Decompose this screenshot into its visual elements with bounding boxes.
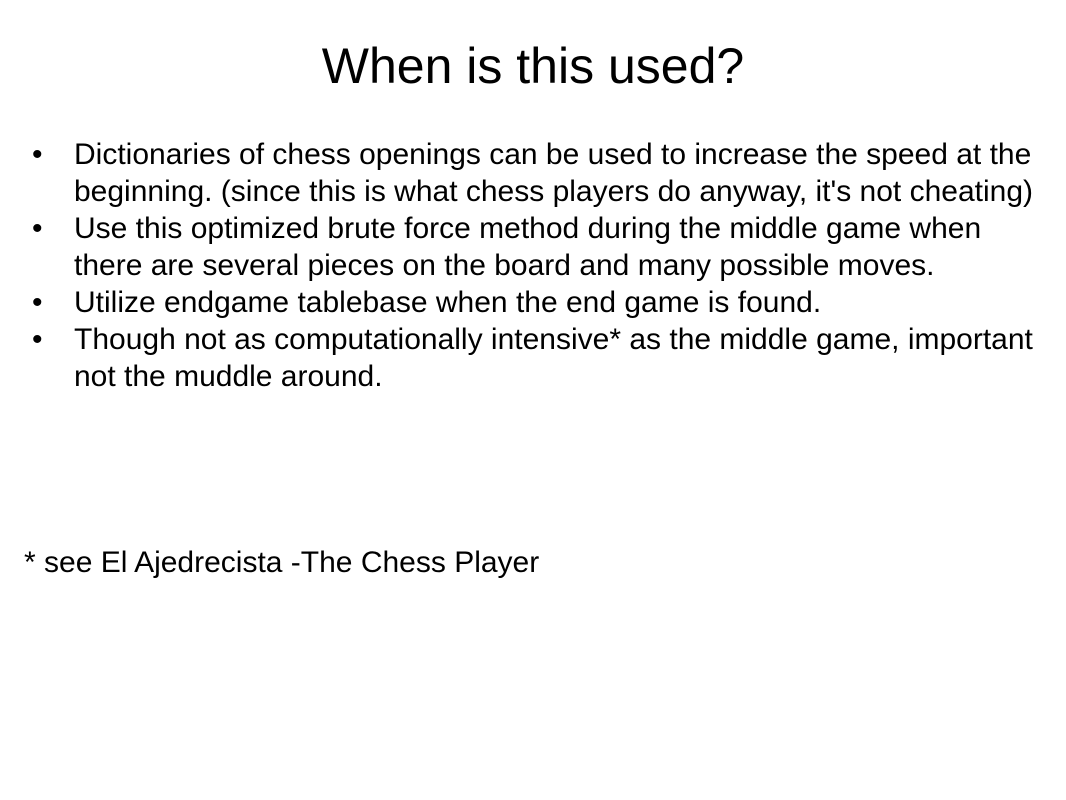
bullet-icon: • xyxy=(32,138,43,171)
bullet-item-endgame xyxy=(32,284,1042,321)
bullet-item-intensity xyxy=(32,321,1042,395)
bullet-icon: • xyxy=(32,323,43,356)
bullet-item-openings xyxy=(32,136,1042,210)
slide-title: When is this used? xyxy=(321,38,745,94)
footnote: * see El Ajedrecista -The Chess Player xyxy=(24,546,540,579)
bullet-icon: • xyxy=(32,286,43,319)
bullet-text: Dictionaries of chess openings can be used to increase the speed at the beginning. (since this is what chess players do anyway, it's not cheating) xyxy=(74,138,1034,208)
bullet-text: Though not as computationally intensive* as the middle game, important not the muddle around. xyxy=(74,323,1033,393)
bullet-text: Use this optimized brute force method during the middle game when there are several pieces on the board and many possible moves. xyxy=(74,212,982,282)
bullet-icon: • xyxy=(32,212,43,245)
bullet-text: Utilize endgame tablebase when the end game is found. xyxy=(74,286,822,319)
bullet-list xyxy=(32,136,1042,395)
bullet-item-brute-force xyxy=(32,210,1042,284)
